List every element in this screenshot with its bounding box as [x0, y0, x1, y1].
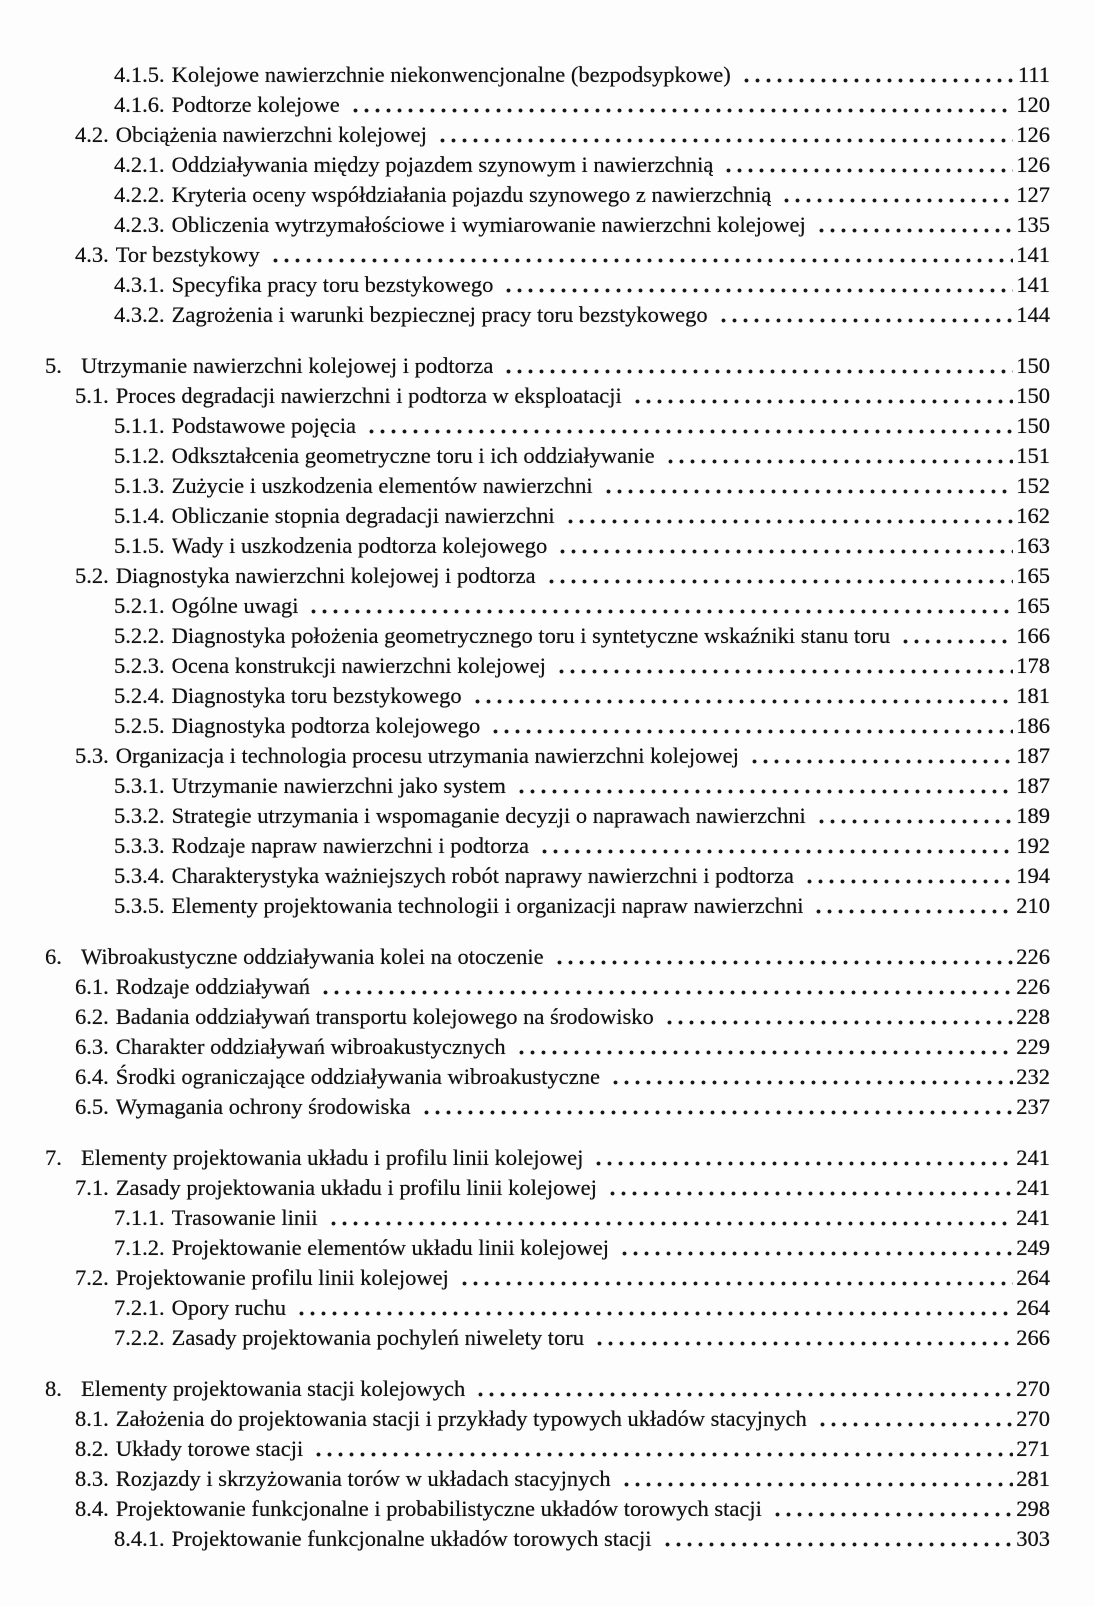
toc-entry	[0, 942, 1050, 972]
toc-entry-title: Obciążenia nawierzchni kolejowej	[115, 122, 427, 147]
dot-leader	[544, 561, 1014, 591]
dot-leader	[608, 1062, 1013, 1092]
toc-entry-page: 271	[1016, 1436, 1050, 1461]
toc-entry-title: Wymagania ochrony środowiska	[115, 1094, 411, 1119]
toc-entry	[0, 1494, 1050, 1524]
toc-entry	[0, 801, 1050, 831]
dot-leader	[326, 1203, 1014, 1233]
toc-entry-number: 4.1.6.	[114, 92, 165, 117]
toc-entry-number: 7.1.2.	[114, 1235, 165, 1260]
toc-entry	[0, 591, 1050, 621]
toc-entry-page: 165	[1016, 563, 1050, 588]
dot-leader	[815, 1404, 1013, 1434]
toc-entry-page: 135	[1016, 212, 1050, 237]
toc-entry-number: 5.1.5.	[114, 533, 165, 558]
toc-entry-title: Tor bezstykowy	[115, 242, 260, 267]
toc-entry	[0, 351, 1050, 381]
dot-leader	[814, 210, 1013, 240]
toc-entry-page: 165	[1016, 593, 1050, 618]
toc-entry-number: 5.1.4.	[114, 503, 165, 528]
dot-leader	[592, 1323, 1013, 1353]
toc-entry	[0, 60, 1050, 90]
toc-entry-page: 178	[1016, 653, 1050, 678]
toc-entry	[0, 771, 1050, 801]
toc-entry-title: Podstawowe pojęcia	[171, 413, 356, 438]
toc-entry-number: 7.2.2.	[114, 1325, 165, 1350]
toc-entry-title: Strategie utrzymania i wspomaganie decyzji o naprawach nawierzchni	[171, 803, 806, 828]
toc-entry-title: Charakterystyka ważniejszych robót naprawy nawierzchni i podtorza	[171, 863, 794, 888]
toc-entry-number: 4.3.	[75, 242, 109, 267]
toc-entry-title: Zasady projektowania pochyleń niwelety toru	[171, 1325, 584, 1350]
toc-entry	[0, 651, 1050, 681]
toc-entry	[0, 561, 1050, 591]
dot-leader	[660, 1524, 1014, 1554]
dot-leader	[306, 591, 1013, 621]
toc-entry-number: 7.2.1.	[114, 1295, 165, 1320]
toc-entry-page: 127	[1016, 182, 1050, 207]
toc-entry-number: 6.3.	[75, 1034, 109, 1059]
toc-entry-page: 120	[1016, 92, 1050, 117]
toc-entry-title: Wibroakustyczne oddziaływania kolei na otoczenie	[81, 944, 544, 969]
toc-entry	[0, 1524, 1050, 1554]
toc-entry-title: Diagnostyka nawierzchni kolejowej i podtorza	[115, 563, 536, 588]
toc-entry-title: Opory ruchu	[171, 1295, 286, 1320]
dot-leader	[514, 771, 1013, 801]
toc-entry	[0, 381, 1050, 411]
toc-entry-title: Wady i uszkodzenia podtorza kolejowego	[171, 533, 548, 558]
toc-entry-title: Rozjazdy i skrzyżowania torów w układach stacyjnych	[115, 1466, 611, 1491]
toc-entry-page: 181	[1016, 683, 1050, 708]
toc-entry-page: 141	[1016, 272, 1050, 297]
toc-entry-title: Projektowanie funkcjonalne i probabilistyczne układów torowych stacji	[115, 1496, 762, 1521]
dot-leader	[268, 240, 1013, 270]
dot-leader	[554, 651, 1013, 681]
toc-entry-page: 152	[1016, 473, 1050, 498]
dot-leader	[898, 621, 1013, 651]
toc-entry-number: 5.2.1.	[114, 593, 165, 618]
toc-entry-title: Obliczenia wytrzymałościowe i wymiarowanie nawierzchni kolejowej	[171, 212, 806, 237]
toc-entry-number: 5.1.1.	[114, 413, 165, 438]
toc-entry	[0, 90, 1050, 120]
toc-entry-number: 5.3.5.	[114, 893, 165, 918]
dot-leader	[662, 1002, 1013, 1032]
dot-leader	[811, 891, 1013, 921]
toc-entry	[0, 1374, 1050, 1404]
toc-entry	[0, 891, 1050, 921]
toc-entry-page: 163	[1016, 533, 1050, 558]
toc-entry-number: 4.2.2.	[114, 182, 165, 207]
toc-entry-title: Ogólne uwagi	[171, 593, 299, 618]
toc-entry-page: 226	[1016, 974, 1050, 999]
toc-entry	[0, 411, 1050, 441]
toc-entry-page: 126	[1016, 152, 1050, 177]
toc-entry-page: 150	[1016, 383, 1050, 408]
toc-entry-title: Kolejowe nawierzchnie niekonwencjonalne (bezpodsypkowe)	[171, 62, 731, 87]
dot-leader	[537, 831, 1013, 861]
toc-entry-page: 166	[1016, 623, 1050, 648]
dot-leader	[318, 972, 1013, 1002]
toc-entry	[0, 831, 1050, 861]
toc-entry-number: 8.1.	[75, 1406, 109, 1431]
toc-entry-number: 7.	[45, 1145, 62, 1170]
toc-entry	[0, 531, 1050, 561]
toc-entry-title: Zużycie i uszkodzenia elementów nawierzchni	[171, 473, 593, 498]
toc-entry-page: 151	[1016, 443, 1050, 468]
toc-entry-title: Układy torowe stacji	[115, 1436, 304, 1461]
toc-entry-page: 303	[1016, 1526, 1050, 1551]
toc-entry	[0, 501, 1050, 531]
toc-entry-page: 187	[1016, 743, 1050, 768]
dot-leader	[552, 942, 1014, 972]
toc-entry-page: 210	[1016, 893, 1050, 918]
toc-entry-page: 189	[1016, 803, 1050, 828]
toc-entry-title: Diagnostyka toru bezstykowego	[171, 683, 462, 708]
dot-leader	[473, 1374, 1013, 1404]
dot-leader	[457, 1263, 1013, 1293]
toc-entry-number: 8.4.1.	[114, 1526, 165, 1551]
toc-entry-number: 4.3.1.	[114, 272, 165, 297]
toc-entry-page: 126	[1016, 122, 1050, 147]
toc-entry-title: Badania oddziaływań transportu kolejowego na środowisko	[115, 1004, 654, 1029]
toc-entry-title: Zagrożenia i warunki bezpiecznej pracy toru bezstykowego	[171, 302, 708, 327]
dot-leader	[470, 681, 1014, 711]
toc-entry	[0, 441, 1050, 471]
toc-entry	[0, 1173, 1050, 1203]
toc-entry	[0, 120, 1050, 150]
dot-leader	[294, 1293, 1013, 1323]
toc-entry-number: 5.3.3.	[114, 833, 165, 858]
toc-entry-title: Diagnostyka położenia geometrycznego toru i syntetyczne wskaźniki stanu toru	[171, 623, 891, 648]
toc-entry-number: 5.	[45, 353, 62, 378]
dot-leader	[663, 441, 1014, 471]
toc-entry	[0, 681, 1050, 711]
dot-leader	[501, 351, 1013, 381]
toc-entry-number: 8.	[45, 1376, 62, 1401]
toc-entry-number: 7.1.	[75, 1175, 109, 1200]
dot-leader	[514, 1032, 1014, 1062]
toc-entry-number: 5.2.	[75, 563, 109, 588]
dot-leader	[779, 180, 1013, 210]
toc-entry-number: 5.3.	[75, 743, 109, 768]
toc-entry	[0, 1464, 1050, 1494]
toc-list	[0, 60, 1050, 1554]
toc-entry-page: 162	[1016, 503, 1050, 528]
toc-entry	[0, 300, 1050, 330]
toc-entry	[0, 471, 1050, 501]
toc-entry-title: Proces degradacji nawierzchni i podtorza w eksploatacji	[115, 383, 622, 408]
toc-entry-title: Utrzymanie nawierzchni jako system	[171, 773, 506, 798]
toc-entry-page: 270	[1016, 1376, 1050, 1401]
toc-entry-page: 228	[1016, 1004, 1050, 1029]
dot-leader	[770, 1494, 1013, 1524]
toc-entry-page: 241	[1016, 1205, 1050, 1230]
toc-entry-number: 5.2.2.	[114, 623, 165, 648]
toc-entry-title: Rodzaje oddziaływań	[115, 974, 311, 999]
toc-entry-title: Organizacja i technologia procesu utrzymania nawierzchni kolejowej	[115, 743, 739, 768]
toc-entry-page: 237	[1016, 1094, 1050, 1119]
toc-entry-title: Projektowanie funkcjonalne układów torowych stacji	[171, 1526, 652, 1551]
toc-entry-page: 150	[1016, 413, 1050, 438]
toc-entry-number: 5.1.3.	[114, 473, 165, 498]
toc-entry	[0, 1404, 1050, 1434]
toc-entry	[0, 1203, 1050, 1233]
dot-leader	[364, 411, 1013, 441]
toc-entry-page: 249	[1016, 1235, 1050, 1260]
toc-entry	[0, 621, 1050, 651]
toc-entry-number: 6.4.	[75, 1064, 109, 1089]
toc-entry-title: Założenia do projektowania stacji i przykłady typowych układów stacyjnych	[115, 1406, 807, 1431]
toc-entry-title: Środki ograniczające oddziaływania wibroakustyczne	[115, 1064, 600, 1089]
dot-leader	[814, 801, 1014, 831]
toc-entry-page: 144	[1016, 302, 1050, 327]
toc-entry	[0, 270, 1050, 300]
toc-entry-title: Elementy projektowania stacji kolejowych	[81, 1376, 466, 1401]
toc-entry-page: 229	[1016, 1034, 1050, 1059]
dot-leader	[605, 1173, 1013, 1203]
toc-entry-page: 226	[1016, 944, 1050, 969]
toc-entry-page: 232	[1016, 1064, 1050, 1089]
toc-entry-page: 111	[1017, 62, 1050, 87]
toc-entry-title: Elementy projektowania technologii i organizacji napraw nawierzchni	[171, 893, 804, 918]
toc-entry	[0, 1002, 1050, 1032]
toc-entry-page: 194	[1016, 863, 1050, 888]
toc-entry-page: 186	[1016, 713, 1050, 738]
toc-entry-number: 5.3.2.	[114, 803, 165, 828]
toc-entry-title: Obliczanie stopnia degradacji nawierzchni	[171, 503, 555, 528]
dot-leader	[501, 270, 1013, 300]
toc-entry-number: 8.3.	[75, 1466, 109, 1491]
toc-entry-title: Charakter oddziaływań wibroakustycznych	[115, 1034, 506, 1059]
dot-leader	[716, 300, 1014, 330]
toc-entry	[0, 741, 1050, 771]
toc-entry	[0, 210, 1050, 240]
toc-entry	[0, 1263, 1050, 1293]
dot-leader	[488, 711, 1013, 741]
dot-leader	[721, 150, 1013, 180]
dot-leader	[563, 501, 1014, 531]
dot-leader	[419, 1092, 1014, 1122]
toc-entry-page: 298	[1016, 1496, 1050, 1521]
toc-entry-title: Projektowanie profilu linii kolejowej	[115, 1265, 449, 1290]
toc-entry	[0, 150, 1050, 180]
toc-entry-page: 241	[1016, 1145, 1050, 1170]
toc-entry-page: 270	[1016, 1406, 1050, 1431]
toc-entry-title: Specyfika pracy toru bezstykowego	[171, 272, 494, 297]
dot-leader	[619, 1464, 1014, 1494]
toc-entry-title: Ocena konstrukcji nawierzchni kolejowej	[171, 653, 546, 678]
toc-entry-title: Projektowanie elementów układu linii kolejowej	[171, 1235, 610, 1260]
dot-leader	[311, 1434, 1013, 1464]
toc-entry-number: 5.3.4.	[114, 863, 165, 888]
toc-entry-number: 4.2.3.	[114, 212, 165, 237]
dot-leader	[617, 1233, 1013, 1263]
dot-leader	[591, 1143, 1013, 1173]
toc-entry-title: Podtorze kolejowe	[171, 92, 340, 117]
toc-entry-number: 6.2.	[75, 1004, 109, 1029]
toc-entry-number: 4.2.	[75, 122, 109, 147]
toc-entry	[0, 1233, 1050, 1263]
dot-leader	[802, 861, 1013, 891]
toc-entry-title: Kryteria oceny współdziałania pojazdu szynowego z nawierzchnią	[171, 182, 772, 207]
toc-entry-page: 266	[1016, 1325, 1050, 1350]
toc-entry-title: Rodzaje napraw nawierzchni i podtorza	[171, 833, 529, 858]
toc-entry-title: Odkształcenia geometryczne toru i ich oddziaływanie	[171, 443, 655, 468]
toc-entry	[0, 180, 1050, 210]
toc-entry-page: 187	[1016, 773, 1050, 798]
toc-entry-number: 6.	[45, 944, 62, 969]
toc-entry	[0, 1434, 1050, 1464]
toc-entry-title: Utrzymanie nawierzchni kolejowej i podtorza	[81, 353, 494, 378]
dot-leader	[555, 531, 1013, 561]
toc-entry-number: 7.2.	[75, 1265, 109, 1290]
dot-leader	[739, 60, 1015, 90]
toc-entry-number: 6.5.	[75, 1094, 109, 1119]
toc-entry-page: 150	[1016, 353, 1050, 378]
toc-entry-title: Elementy projektowania układu i profilu linii kolejowej	[81, 1145, 584, 1170]
dot-leader	[630, 381, 1013, 411]
toc-entry-number: 5.2.3.	[114, 653, 165, 678]
toc-entry-title: Trasowanie linii	[171, 1205, 318, 1230]
toc-entry-number: 4.3.2.	[114, 302, 165, 327]
toc-entry-title: Oddziaływania między pojazdem szynowym i nawierzchnią	[171, 152, 714, 177]
toc-entry-number: 5.1.2.	[114, 443, 165, 468]
toc-entry	[0, 1062, 1050, 1092]
toc-entry	[0, 1293, 1050, 1323]
toc-entry	[0, 1032, 1050, 1062]
toc-entry-title: Diagnostyka podtorza kolejowego	[171, 713, 481, 738]
toc-entry	[0, 861, 1050, 891]
toc-entry-number: 8.4.	[75, 1496, 109, 1521]
toc-entry	[0, 240, 1050, 270]
toc-entry-title: Zasady projektowania układu i profilu linii kolejowej	[115, 1175, 597, 1200]
toc-entry-number: 8.2.	[75, 1436, 109, 1461]
toc-entry	[0, 711, 1050, 741]
toc-entry	[0, 1323, 1050, 1353]
toc-entry	[0, 1092, 1050, 1122]
toc-entry-number: 4.2.1.	[114, 152, 165, 177]
toc-entry-number: 7.1.1.	[114, 1205, 165, 1230]
toc-entry-number: 5.2.4.	[114, 683, 165, 708]
toc-entry-page: 264	[1016, 1295, 1050, 1320]
toc-entry-page: 264	[1016, 1265, 1050, 1290]
toc-entry-page: 141	[1016, 242, 1050, 267]
toc-entry-number: 6.1.	[75, 974, 109, 999]
toc-entry-number: 4.1.5.	[114, 62, 165, 87]
toc-entry	[0, 972, 1050, 1002]
toc-entry-number: 5.2.5.	[114, 713, 165, 738]
toc-entry-page: 241	[1016, 1175, 1050, 1200]
toc-entry-number: 5.1.	[75, 383, 109, 408]
dot-leader	[747, 741, 1013, 771]
toc-entry-number: 5.3.1.	[114, 773, 165, 798]
toc-entry-page: 192	[1016, 833, 1050, 858]
dot-leader	[601, 471, 1014, 501]
toc-entry-page: 281	[1016, 1466, 1050, 1491]
dot-leader	[348, 90, 1014, 120]
dot-leader	[435, 120, 1013, 150]
toc-entry	[0, 1143, 1050, 1173]
